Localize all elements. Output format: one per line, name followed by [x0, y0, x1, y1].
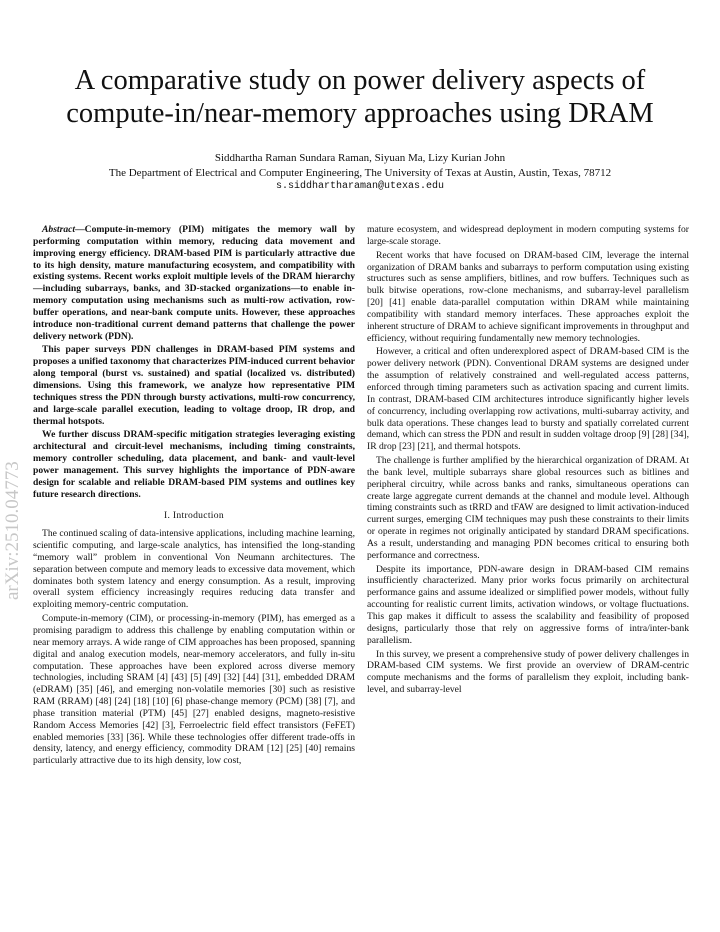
body-paragraph: Compute-in-memory (CIM), or processing-in-memory (PIM), has emerged as a promising paradigm to address this challenge by enabling computation within or near memory arrays. A wide range of CIM approaches has been proposed, spanning digital and analog execution models, near-memory accelerators, and fully in-situ computation. These approaches have been explored across diverse memory technologies, including SRAM [4] [43] [5] [49] [32] [44] [31], embedded DRAM (eDRAM) [35] [46], and emerging non-volatile memories [30] such as resistive RAM (RRAM) [48] [24] [18] [10] [6] phase-change memory (PCM) [38] [7], and phase transition material (PTM) [45] [27] enabled designs, magneto-resistive Random Access Memories [42] [3], Ferroelectric field effect transistors (FeFET) enabled memories [33] [36]. While these technologies offer different trade-offs in density, latency, and energy efficiency, commodity DRAM [12] [25] [40] remains particularly attractive due to its high density, low cost,: [33, 613, 355, 767]
body-paragraph: However, a critical and often underexplored aspect of DRAM-based CIM is the power delivery network (PDN). Conventional DRAM systems are designed under the assumption of relatively constrained and well-regulated access patterns, enforced through timing parameters such as activation spacing and current limits. In contrast, DRAM-based CIM architectures introduce significantly higher levels of concurrency, including overlapping row activations, multi-subarray activity, and bulk data operations. These changes lead to bursty and spatially correlated current demand, which can stress the PDN and result in sudden voltage droop [9] [28] [34], IR drop [23] [21], and thermal hotspots.: [367, 346, 689, 453]
body-paragraph-continued: mature ecosystem, and widespread deployment in modern computing systems for large-scale storage.: [367, 224, 689, 247]
body-paragraph: Recent works that have focused on DRAM-based CIM, leverage the internal organization of DRAM banks and subarrays to perform computation using existing structures such as sense amplifiers, bitlines, and row buffers. Techniques such as bulk bitwise operations, row-clone mechanisms, and subarray-level parallelism [20] [41] enable data-parallel computation within DRAM while maintaining compatibility with standard memory interfaces. These approaches exploit the inherent structure of DRAM to achieve significant improvements in throughput and efficiency, without requiring fundamentally new memory technologies.: [367, 249, 689, 344]
author-names: Siddhartha Raman Sundara Raman, Siyuan Ma, Lizy Kurian John: [214, 152, 506, 164]
arxiv-id: arXiv:2510.04773: [2, 461, 23, 600]
abstract: [33, 224, 355, 500]
author-email[interactable]: s.siddhartharaman@utexas.edu: [275, 181, 445, 192]
body-paragraph: The challenge is further amplified by the hierarchical organization of DRAM. At the bank level, multiple subarrays share global resources such as bitlines and peripheral circuitry, while across banks and ranks, simultaneous operations can create large aggregate current demands at the channel and module level. Although timing constraints such as tRRD and tFAW are designed to limit activation-induced current surges, emerging CIM techniques may push these constraints to their limits or operate in regimes not originally anticipated by standard DRAM specifications. As a result, understanding and managing PDN becomes critical to ensuring both performance and correctness.: [367, 455, 689, 561]
title-line-2: compute-in/near-memory approaches using DRAM: [66, 98, 654, 129]
author-affiliation: The Department of Electrical and Computer Engineering, The University of Texas at Austin, Austin, Texas, 78712: [108, 166, 612, 179]
author-block: [20, 151, 700, 195]
body-paragraph: Despite its importance, PDN-aware design in DRAM-based CIM remains insufficiently characterized. Many prior works focus primarily on architectural performance gains and assume idealized or simplified power models, without fully accounting for realistic current limits, activation windows, or voltage fluctuations. This gap makes it difficult to assess the scalability and feasibility of proposed designs, particularly those that rely on aggressive forms of intra/inter-bank parallelism.: [367, 563, 689, 646]
section-heading-introduction: I. Introduction: [164, 510, 224, 522]
body-paragraph: In this survey, we present a comprehensive study of power delivery challenges in DRAM-based CIM systems. We first provide an overview of DRAM-centric compute mechanisms and the forms of parallelism they exploit, including bank-level, and subarray-level: [367, 648, 689, 696]
left-column: [33, 224, 355, 767]
abstract-paragraph: This paper surveys PDN challenges in DRAM-based PIM systems and proposes a unified taxonomy that characterizes PIM-induced current behavior along temporal (burst vs. sustained) and spatial (localized vs. distributed) dimensions. Using this framework, we analyze how representative PIM techniques stress the PDN through bursty activations, multi-row concurrency, and large-scale parallel execution, leading to voltage droop, IR drop, and thermal hotspots.: [33, 344, 355, 427]
abstract-label: Abstract: [42, 224, 76, 235]
title-line-1: A comparative study on power delivery aspects of: [74, 65, 646, 96]
right-column: [367, 224, 689, 696]
abstract-paragraph: We further discuss DRAM-specific mitigation strategies leveraging existing architectural and circuit-level mechanisms, including timing constraints, memory controller scheduling, data placement, and bank- and vault-level power management. This survey highlights the importance of PDN-aware design for scalable and reliable DRAM-based PIM systems and outlines key future research directions.: [33, 429, 355, 500]
body-paragraph: The continued scaling of data-intensive applications, including machine learning, scientific computing, and large-scale analytics, has intensified the long-standing “memory wall” problem in conventional Von Neumann architectures. The separation between compute and memory leads to excessive data movement, which dominates both system latency and energy consumption. As a result, improving overall system efficiency increasingly requires reducing data transfer and exploiting memory-centric computation.: [33, 528, 355, 611]
paper-title: [40, 64, 680, 130]
arxiv-watermark: [2, 461, 23, 600]
abstract-text: —Compute-in-memory (PIM) mitigates the memory wall by performing computation within memory, reducing data movement and improving energy efficiency. DRAM-based PIM is particularly attractive due to its high density, mature manufacturing ecosystem, and compatibility with existing systems. Recent works exploit multiple levels of the DRAM hierarchy—including subarrays, banks, and 3D-stacked organizations—to enable in-memory computation using mechanisms such as multi-row activation, row-buffer operations, and near-bank compute units. However, these approaches introduce non-traditional current demand patterns that challenge the power delivery network (PDN).: [33, 224, 355, 342]
abstract-paragraph: [33, 224, 355, 342]
